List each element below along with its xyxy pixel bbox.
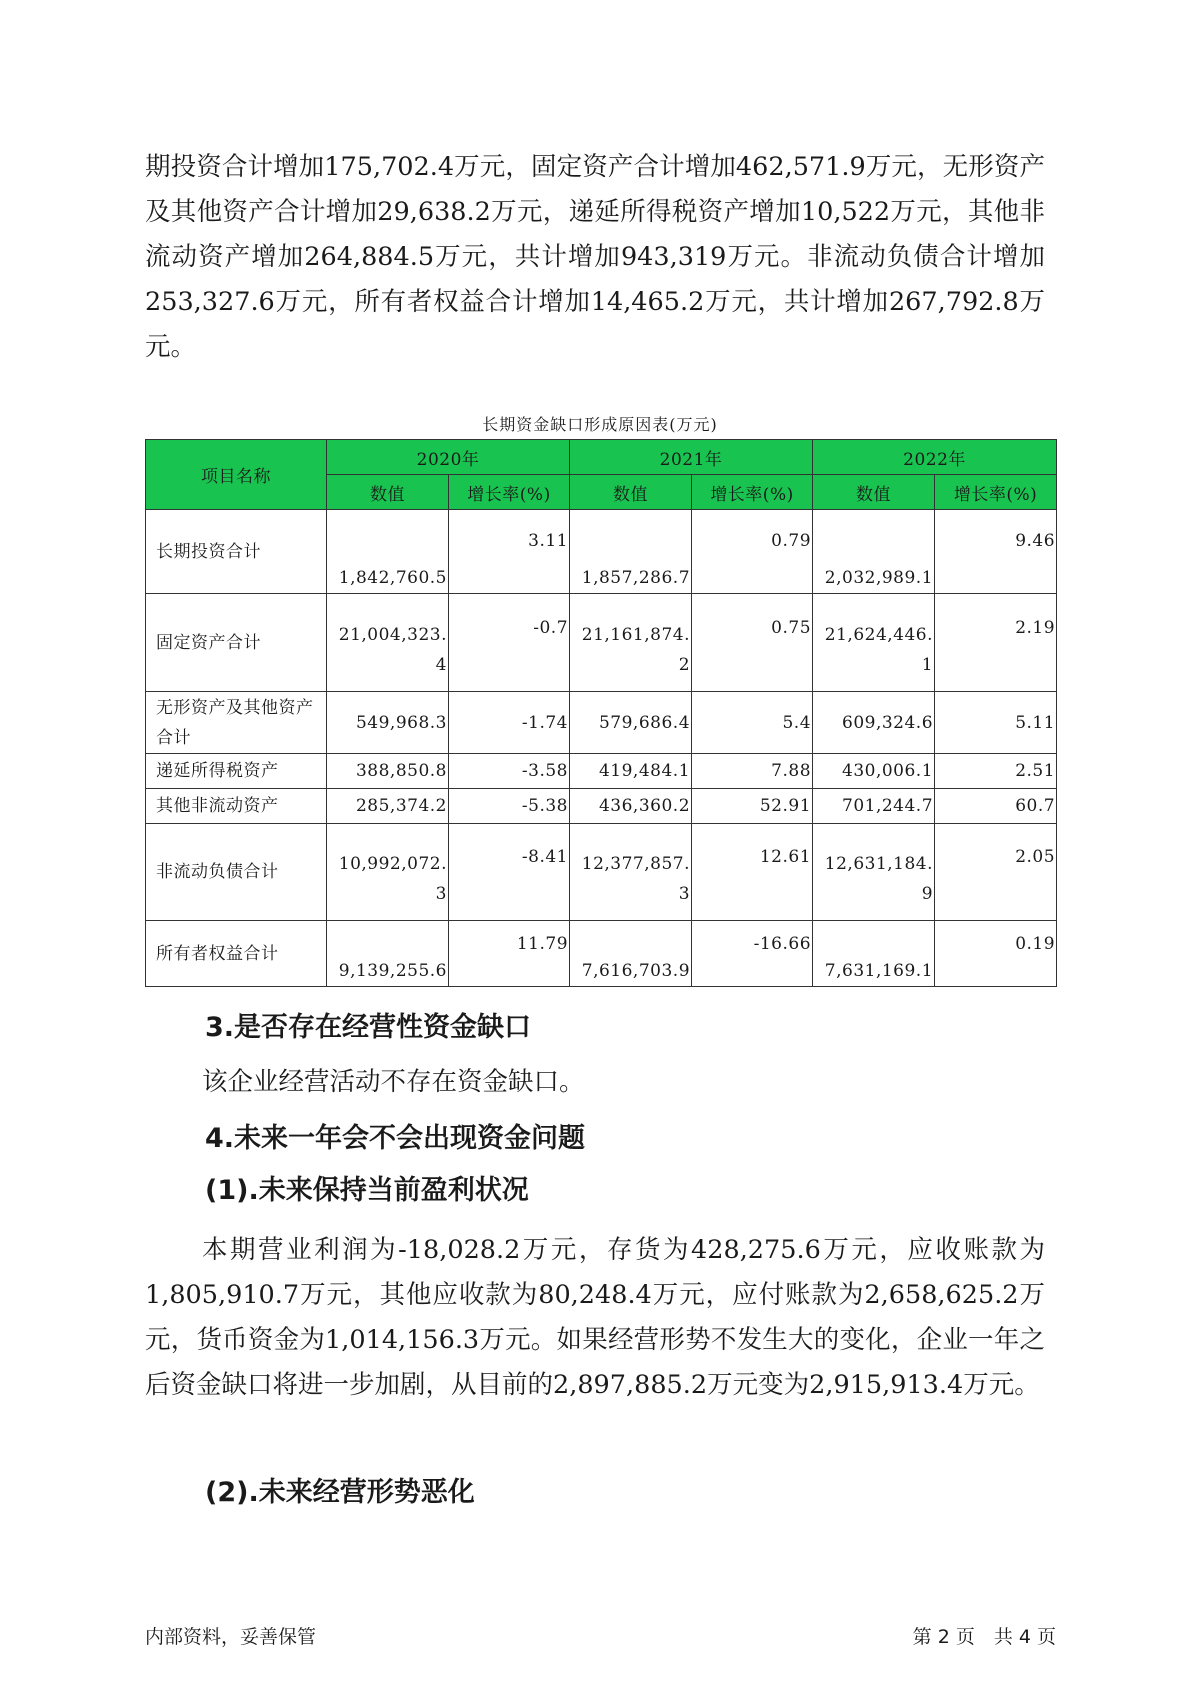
table-row: [146, 754, 1057, 789]
section4-sub1-heading: (1).未来保持当前盈利状况: [205, 1175, 529, 1206]
rate-header-2020: 增长率(%): [449, 475, 570, 510]
value-header-2021: 数值: [570, 475, 692, 510]
value-2022: 430,006.1: [813, 754, 935, 789]
value-2020: 21,004,323.4: [327, 594, 449, 692]
rate-2021: 5.4: [692, 692, 813, 754]
rate-2021: 7.88: [692, 754, 813, 789]
year-header-2021: 2021年: [570, 440, 813, 475]
value-2022: 7,631,169.1: [813, 921, 935, 987]
rate-header-2022: 增长率(%): [935, 475, 1057, 510]
rate-2022: 2.51: [935, 754, 1057, 789]
value-2020: 10,992,072.3: [327, 824, 449, 921]
footer-page-number: 第 2 页 共 4 页: [912, 1626, 1056, 1648]
rate-2021: 12.61: [692, 824, 813, 921]
rate-2020: 11.79: [449, 921, 570, 987]
value-2022: 12,631,184.9: [813, 824, 935, 921]
section4-heading: 4.未来一年会不会出现资金问题: [205, 1123, 586, 1154]
rate-2020: -0.7: [449, 594, 570, 692]
value-2022: 2,032,989.1: [813, 510, 935, 594]
value-2021: 21,161,874.2: [570, 594, 692, 692]
value-2020: 549,968.3: [327, 692, 449, 754]
rate-2021: 52.91: [692, 789, 813, 824]
value-2021: 419,484.1: [570, 754, 692, 789]
rate-2021: 0.79: [692, 510, 813, 594]
table-row: [146, 921, 1057, 987]
rate-2022: 2.19: [935, 594, 1057, 692]
rate-2022: 60.7: [935, 789, 1057, 824]
rate-2022: 9.46: [935, 510, 1057, 594]
row-name: 所有者权益合计: [146, 921, 327, 987]
rate-2020: -5.38: [449, 789, 570, 824]
value-2021: 579,686.4: [570, 692, 692, 754]
rate-2020: 3.11: [449, 510, 570, 594]
table-caption: 长期资金缺口形成原因表(万元): [482, 415, 718, 434]
table-row: [146, 510, 1057, 594]
section4-sub1-body: 本期营业利润为-18,028.2万元，存货为428,275.6万元，应收账款为1,805,910.7万元，其他应收款为80,248.4万元，应付账款为2,658,625.2万元，货币资金为1,014,156.3万元。如果经营形势不发生大的变化，企业一年之后资金缺口将进一步加剧，从目前的2,897,885.2万元变为2,915,913.4万元。: [145, 1235, 1045, 1400]
value-header-2022: 数值: [813, 475, 935, 510]
value-2021: 7,616,703.9: [570, 921, 692, 987]
intro-paragraph: 期投资合计增加175,702.4万元，固定资产合计增加462,571.9万元，无形资产及其他资产合计增加29,638.2万元，递延所得税资产增加10,522万元，其他非流动资产增加264,884.5万元，共计增加943,319万元。非流动负债合计增加253,327.6万元，所有者权益合计增加14,465.2万元，共计增加267,792.8万元。: [145, 152, 1045, 362]
value-2020: 285,374.2: [327, 789, 449, 824]
row-name: 递延所得税资产: [146, 754, 327, 789]
row-name: 固定资产合计: [146, 594, 327, 692]
rate-2021: 0.75: [692, 594, 813, 692]
value-2021: 1,857,286.7: [570, 510, 692, 594]
year-header-2020: 2020年: [327, 440, 570, 475]
table-row: [146, 594, 1057, 692]
rate-2022: 2.05: [935, 824, 1057, 921]
item-name-header: 项目名称: [146, 440, 327, 510]
value-2021: 12,377,857.3: [570, 824, 692, 921]
value-2021: 436,360.2: [570, 789, 692, 824]
rate-2022: 5.11: [935, 692, 1057, 754]
table-row: [146, 824, 1057, 921]
value-2022: 21,624,446.1: [813, 594, 935, 692]
table-row: [146, 692, 1057, 754]
rate-2022: 0.19: [935, 921, 1057, 987]
year-header-2022: 2022年: [813, 440, 1057, 475]
rate-header-2021: 增长率(%): [692, 475, 813, 510]
value-header-2020: 数值: [327, 475, 449, 510]
table-row: [146, 789, 1057, 824]
row-name: 非流动负债合计: [146, 824, 327, 921]
long-term-funding-gap-table: [145, 439, 1057, 987]
rate-2020: -1.74: [449, 692, 570, 754]
section4-sub2-heading: (2).未来经营形势恶化: [205, 1477, 475, 1508]
row-name: 长期投资合计: [146, 510, 327, 594]
value-2022: 701,244.7: [813, 789, 935, 824]
row-name: 无形资产及其他资产合计: [146, 692, 327, 754]
section3-body: 该企业经营活动不存在资金缺口。: [202, 1067, 585, 1097]
value-2020: 9,139,255.6: [327, 921, 449, 987]
footer-confidential-note: 内部资料，妥善保管: [145, 1626, 317, 1648]
section3-heading: 3.是否存在经营性资金缺口: [205, 1012, 532, 1043]
value-2020: 1,842,760.5: [327, 510, 449, 594]
rate-2020: -3.58: [449, 754, 570, 789]
row-name: 其他非流动资产: [146, 789, 327, 824]
value-2020: 388,850.8: [327, 754, 449, 789]
rate-2020: -8.41: [449, 824, 570, 921]
rate-2021: -16.66: [692, 921, 813, 987]
value-2022: 609,324.6: [813, 692, 935, 754]
